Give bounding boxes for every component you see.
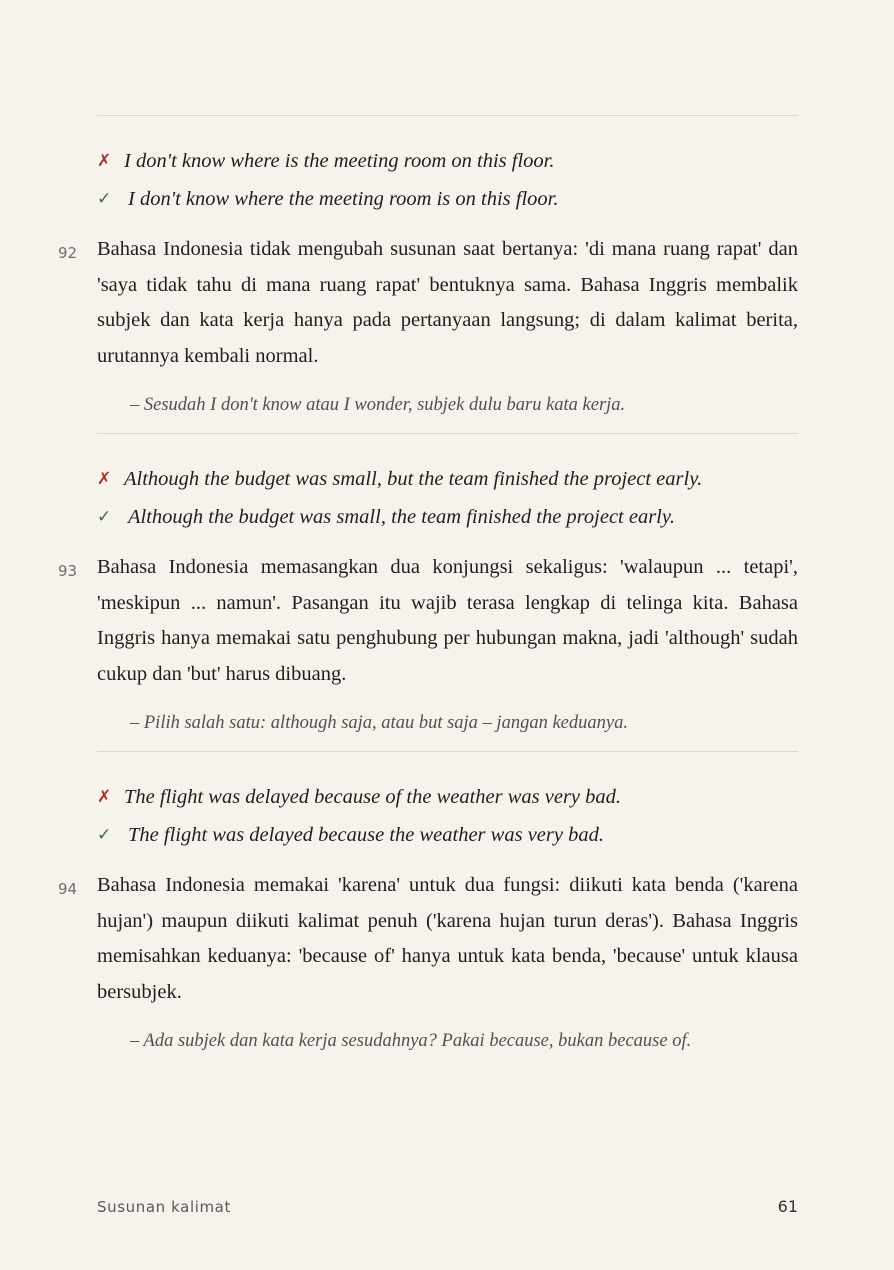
entry-94 — [58, 751, 798, 1069]
entry-93 — [58, 433, 798, 751]
tip-note: – Pilih salah satu: although saja, atau but saja – jangan keduanya. — [130, 713, 628, 733]
entry-number: 93 — [58, 562, 78, 580]
wrong-example — [97, 460, 798, 498]
right-sentence: Although the budget was small, the team finished the project early. — [128, 506, 675, 528]
right-example — [97, 498, 798, 536]
tip-note: – Ada subjek dan kata kerja sesudahnya? Pakai because, bukan because of. — [130, 1031, 692, 1051]
wrong-example — [97, 142, 798, 180]
cross-icon: ✗ — [97, 469, 112, 488]
entry-number: 92 — [58, 244, 78, 262]
wrong-sentence: The flight was delayed because of the weather was very bad. — [124, 786, 622, 808]
explanation-paragraph — [58, 232, 798, 374]
right-sentence: The flight was delayed because the weather was very bad. — [128, 824, 604, 846]
tip-note: – Sesudah I don't know atau I wonder, subjek dulu baru kata kerja. — [130, 395, 626, 415]
wrong-sentence: I don't know where is the meeting room on this floor. — [124, 150, 555, 172]
right-sentence: I don't know where the meeting room is on this floor. — [128, 188, 559, 210]
wrong-sentence: Although the budget was small, but the team finished the project early. — [124, 468, 703, 490]
explanation-text: Bahasa Indonesia memasangkan dua konjungsi sekaligus: 'walaupun ... tetapi', 'meskipun ... namun'. Pasangan itu wajib terasa lengkap di telinga kita. Bahasa Inggris hanya memakai satu penghubung per hubungan makna, jadi 'although' sudah cukup dan 'but' harus dibuang. — [97, 556, 798, 685]
explanation-paragraph — [58, 868, 798, 1010]
explanation-paragraph — [58, 550, 798, 692]
explanation-text: Bahasa Indonesia memakai 'karena' untuk dua fungsi: diikuti kata benda ('karena hujan') maupun diikuti kalimat penuh ('karena hujan turun deras'). Bahasa Inggris memisahkan keduanya: 'because of' hanya untuk kata benda, 'because' untuk klausa bersubjek. — [97, 874, 798, 1003]
page-content — [58, 115, 798, 1069]
cross-icon: ✗ — [97, 787, 112, 806]
wrong-example — [97, 778, 798, 816]
check-icon: ✓ — [97, 507, 112, 526]
right-example — [97, 816, 798, 854]
entry-92 — [58, 115, 798, 433]
footer-section-title: Susunan kalimat — [97, 1198, 231, 1216]
page-number: 61 — [777, 1197, 798, 1216]
cross-icon: ✗ — [97, 151, 112, 170]
check-icon: ✓ — [97, 189, 112, 208]
entry-number: 94 — [58, 880, 78, 898]
explanation-text: Bahasa Indonesia tidak mengubah susunan saat bertanya: 'di mana ruang rapat' dan 'saya tidak tahu di mana ruang rapat' bentuknya sama. Bahasa Inggris membalik subjek dan kata kerja hanya pada pertanyaan langsung; di dalam kalimat berita, urutannya kembali normal. — [97, 238, 798, 367]
right-example — [97, 180, 798, 218]
check-icon: ✓ — [97, 825, 112, 844]
